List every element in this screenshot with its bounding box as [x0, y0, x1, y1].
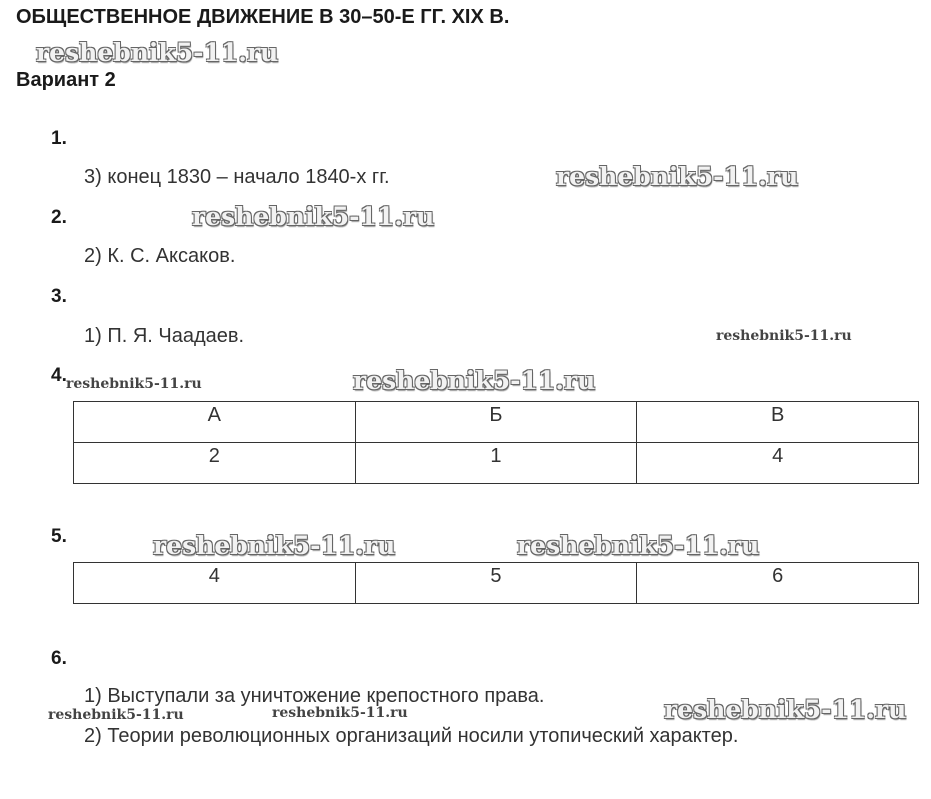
- question-number: 6.: [51, 648, 67, 669]
- table-cell: 4: [637, 443, 919, 484]
- answer-table: [73, 401, 919, 484]
- watermark: reshebnik5-11.ru: [192, 202, 435, 231]
- table-row: [74, 443, 919, 484]
- table-cell: 1: [355, 443, 637, 484]
- answer-text: 2) Теории революционных организаций носили утопический характер.: [84, 725, 739, 747]
- question-number: 5.: [51, 526, 67, 547]
- table-row: [74, 563, 919, 604]
- answer-text: 2) К. С. Аксаков.: [84, 245, 236, 267]
- table-cell: 5: [355, 563, 637, 604]
- watermark: reshebnik5-11.ru: [556, 162, 799, 191]
- question-number: 4.: [51, 365, 67, 386]
- watermark: reshebnik5-11.ru: [66, 376, 202, 392]
- question-number: 2.: [51, 207, 67, 228]
- answer-text: 1) Выступали за уничтожение крепостного права.: [84, 685, 545, 707]
- table-row: [74, 402, 919, 443]
- watermark: reshebnik5-11.ru: [48, 707, 184, 723]
- watermark: reshebnik5-11.ru: [36, 38, 279, 67]
- table-cell: 6: [637, 563, 919, 604]
- watermark: reshebnik5-11.ru: [517, 531, 760, 560]
- question-number: 3.: [51, 286, 67, 307]
- watermark: reshebnik5-11.ru: [272, 705, 408, 721]
- table-header-cell: Б: [355, 402, 637, 443]
- table-header-cell: А: [74, 402, 356, 443]
- table-cell: 2: [74, 443, 356, 484]
- watermark: reshebnik5-11.ru: [353, 366, 596, 395]
- watermark: reshebnik5-11.ru: [664, 695, 907, 724]
- page-title: ОБЩЕСТВЕННОЕ ДВИЖЕНИЕ В 30–50-Е ГГ. XIX В.: [16, 6, 510, 28]
- table-cell: 4: [74, 563, 356, 604]
- watermark: reshebnik5-11.ru: [153, 531, 396, 560]
- variant-heading: Вариант 2: [16, 69, 116, 91]
- question-number: 1.: [51, 128, 67, 149]
- table-header-cell: В: [637, 402, 919, 443]
- answer-text: 1) П. Я. Чаадаев.: [84, 325, 245, 347]
- answer-table: [73, 562, 919, 604]
- watermark: reshebnik5-11.ru: [716, 328, 852, 344]
- answer-text: 3) конец 1830 – начало 1840-х гг.: [84, 166, 390, 188]
